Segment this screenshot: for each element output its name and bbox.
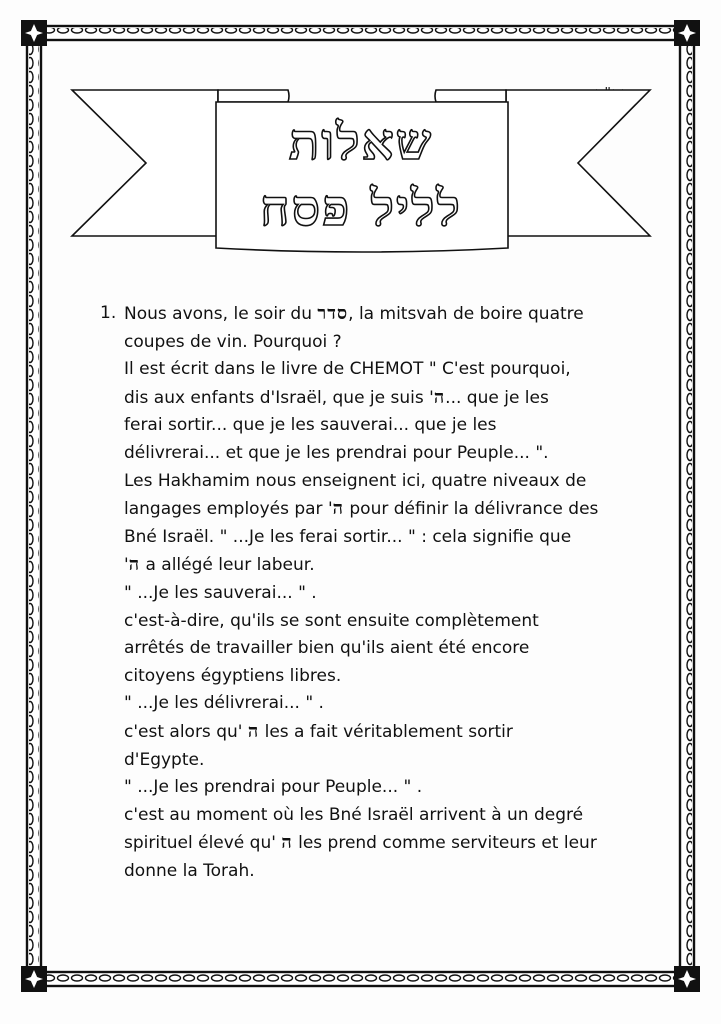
text-line: " ...Je les sauverai... " . [124, 582, 317, 603]
hebrew-word: ה [281, 832, 293, 854]
text-line: citoyens égyptiens libres. [124, 665, 342, 686]
hebrew-word: ה [433, 386, 446, 408]
title-line-1: שאלות [288, 112, 434, 171]
question-body [124, 300, 660, 885]
question-block [100, 300, 660, 885]
text-line: dis aux enfants d'Israël, que je suis 'ה... que je les [124, 386, 549, 408]
hebrew-word: ה [247, 720, 260, 742]
text-line: Nous avons, le soir du סדר, la mitsvah de boire quatre [124, 303, 584, 324]
corner-ornament-top-right [674, 20, 700, 46]
text-line: c'est-à-dire, qu'ils se sont ensuite complètement [124, 610, 539, 631]
text-line: c'est au moment où les Bné Israël arrivent à un degré [124, 804, 584, 825]
text-line: arrêtés de travailler bien qu'ils aient été encore [124, 638, 530, 659]
text-line: délivrerai... et que je les prendrai pour Peuple... ". [124, 442, 549, 463]
text-line: ferai sortir... que je les sauverai... que je les [124, 415, 497, 436]
corner-ornament-top-left [21, 20, 47, 46]
text-line: " ...Je les délivrerai... " . [124, 693, 324, 714]
text-line: Il est écrit dans le livre de CHEMOT " C'est pourquoi, [124, 359, 571, 380]
text-line: Bné Israël. " ...Je les ferai sortir... " : cela signifie que [124, 526, 572, 547]
corner-ornament-bottom-left [21, 966, 47, 992]
hebrew-word: ה [128, 554, 141, 576]
corner-ornament-bottom-right [674, 966, 700, 992]
text-line: coupes de vin. Pourquoi ? [124, 331, 342, 352]
text-line: spirituel élevé qu' ה les prend comme serviteurs et leur [124, 832, 597, 854]
text-line: c'est alors qu' ה les a fait véritablement sortir [124, 720, 513, 742]
text-line: donne la Torah. [124, 860, 255, 881]
text-line: d'Egypte. [124, 749, 205, 770]
text-line: " ...Je les prendrai pour Peuple... " . [124, 777, 423, 798]
text-line: 'ה a allégé leur labeur. [124, 554, 315, 576]
title-line-2: לליל פסח [260, 178, 462, 237]
hebrew-word: סדר [317, 303, 349, 324]
text-line: Les Hakhamim nous enseignent ici, quatre niveaux de [124, 470, 587, 491]
question-number: 1. [100, 303, 117, 323]
text-line: langages employés par 'ה pour définir la délivrance des [124, 498, 599, 520]
hebrew-word: ה [332, 498, 344, 520]
